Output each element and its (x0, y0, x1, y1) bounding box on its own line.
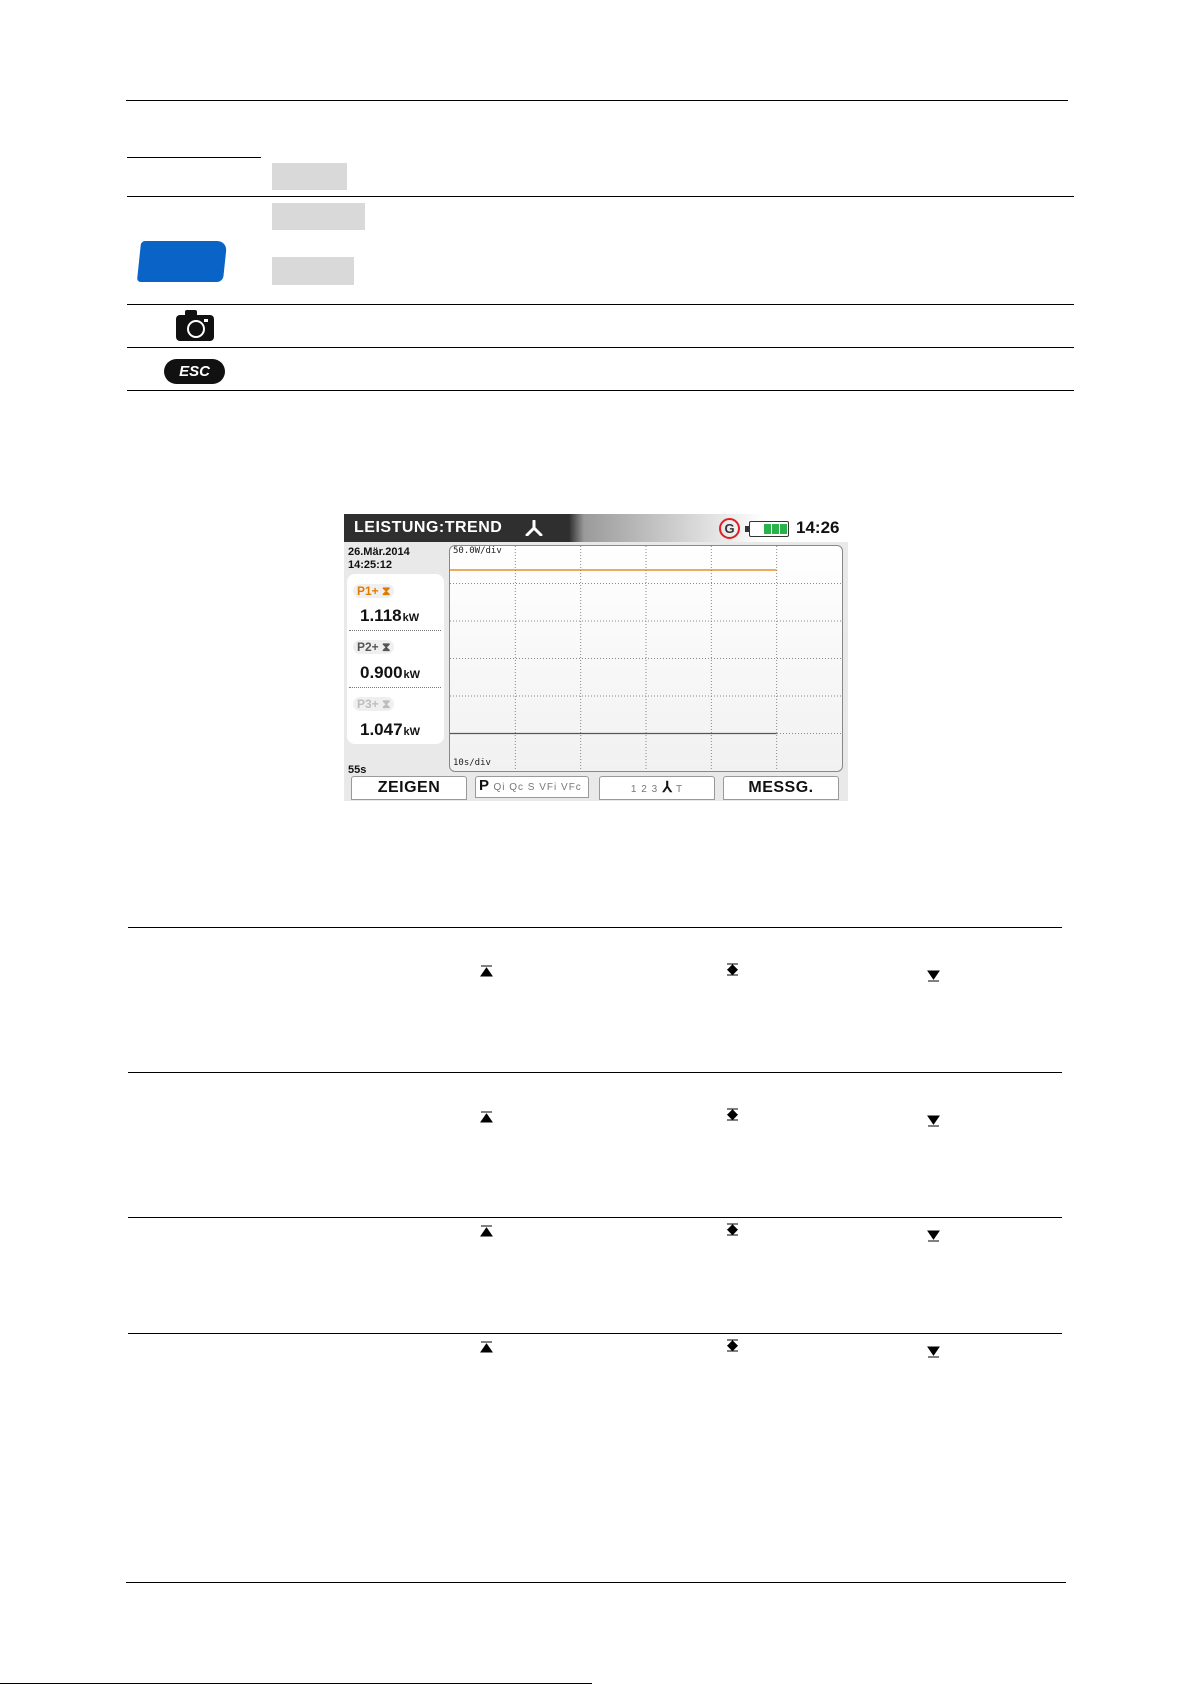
record-date: 26.Mär.2014 (348, 546, 410, 558)
min-icon (927, 969, 940, 982)
battery-icon (749, 521, 789, 537)
gps-icon: G (719, 518, 740, 539)
max-icon (480, 965, 493, 978)
avg-icon (726, 1223, 739, 1236)
parameter-softkey[interactable]: P Qi Qc S VFi VFc (475, 776, 589, 798)
show-softkey[interactable]: ZEIGEN (351, 776, 467, 800)
avg-icon (726, 1339, 739, 1352)
table-row-rule (127, 347, 1074, 348)
footer-bottom-rule (0, 1683, 592, 1684)
table-bottom-rule (127, 390, 1074, 391)
divider (349, 630, 441, 631)
measure-softkey[interactable]: MESSG. (723, 776, 839, 800)
three-phase-icon (525, 520, 543, 536)
camera-icon (176, 315, 214, 341)
min-icon (927, 1114, 940, 1127)
function-key-icon (137, 241, 227, 282)
footer-rule (126, 1582, 1066, 1583)
channel-label-p3: P3+ ⧗ (353, 697, 394, 711)
max-icon (480, 1111, 493, 1124)
phase-softkey[interactable]: 1 2 3 ⅄ T (599, 776, 715, 800)
trend-plot (449, 545, 843, 772)
divider (349, 687, 441, 688)
max-icon (480, 1341, 493, 1354)
channel-value-p2: 0.900kW (360, 663, 421, 682)
table2-top-rule (128, 927, 1062, 928)
three-phase-icon: ⅄ (662, 779, 676, 796)
redacted-label-3 (272, 257, 354, 285)
table2-row-rule (128, 1217, 1062, 1218)
redacted-label-1 (272, 163, 347, 190)
avg-icon (726, 963, 739, 976)
avg-icon: ⧗ (378, 697, 391, 711)
redacted-label-2 (272, 203, 365, 230)
clock: 14:26 (796, 518, 840, 537)
screen-title: LEISTUNG:TREND (354, 519, 503, 536)
avg-icon (726, 1108, 739, 1121)
max-icon (480, 1225, 493, 1238)
min-icon (927, 1229, 940, 1242)
y-scale-label: 50.0W/div (453, 546, 502, 556)
elapsed-time: 55s (348, 764, 367, 776)
table-row-rule (127, 196, 1074, 197)
table2-row-rule (128, 1333, 1062, 1334)
table2-row-rule (128, 1072, 1062, 1073)
channel-label-p2: P2+ ⧗ (353, 640, 394, 654)
channel-label-p1: P1+ ⧗ (353, 584, 394, 598)
avg-icon: ⧗ (378, 584, 391, 598)
avg-icon: ⧗ (378, 640, 391, 654)
min-icon (927, 1345, 940, 1358)
table-row-rule (127, 304, 1074, 305)
instrument-screen (344, 514, 848, 801)
channel-value-p3: 1.047kW (360, 720, 421, 739)
trend-chart-svg (450, 546, 842, 771)
header-rule (126, 100, 1068, 101)
record-time: 14:25:12 (348, 559, 393, 571)
x-scale-label: 10s/div (453, 758, 491, 768)
channel-value-p1: 1.118kW (360, 606, 420, 625)
table-top-rule-short (127, 157, 261, 158)
values-panel (347, 574, 444, 744)
esc-key-icon: ESC (164, 359, 225, 384)
